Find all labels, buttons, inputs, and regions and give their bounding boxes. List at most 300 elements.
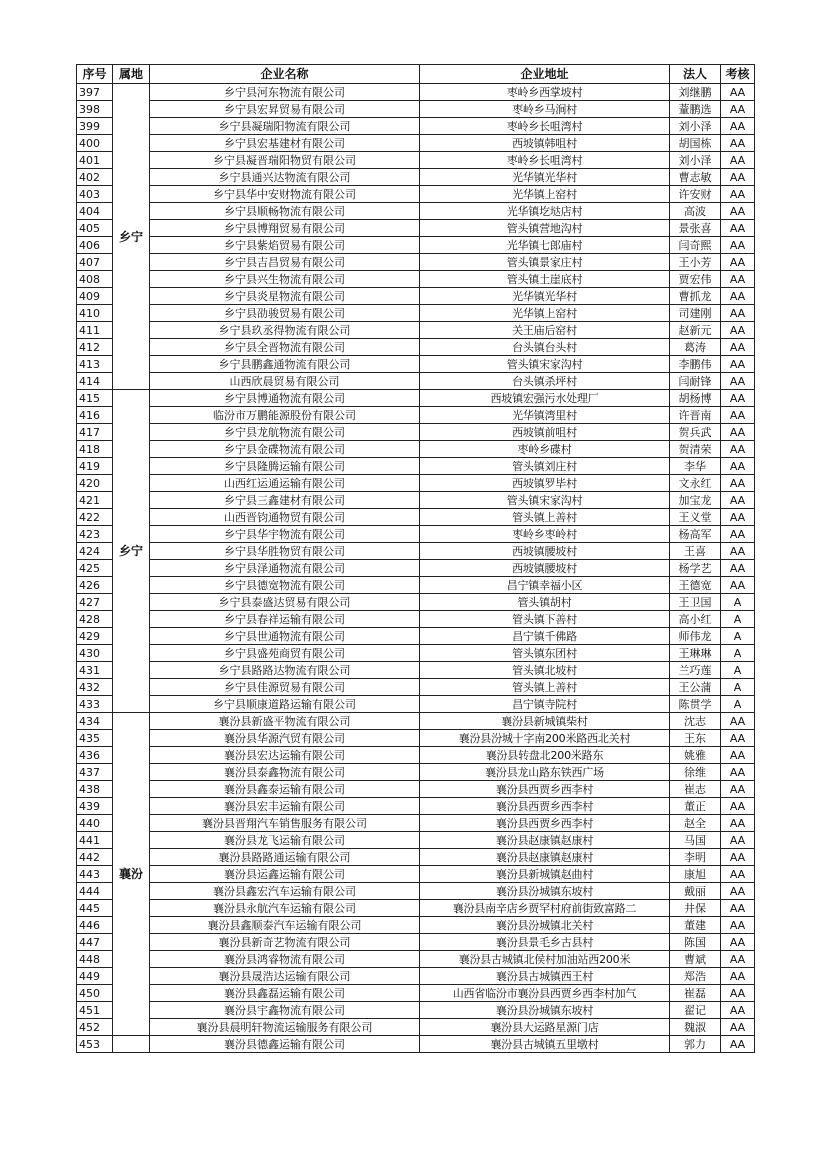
row-grade: AA <box>721 883 755 900</box>
row-legal-person: 康旭 <box>670 866 721 883</box>
row-company-name: 乡宁县泽通物流有限公司 <box>150 560 420 577</box>
row-legal-person: 蕫鹏选 <box>670 101 721 118</box>
row-seq: 406 <box>77 237 113 254</box>
table-row <box>77 424 755 441</box>
table-row <box>77 628 755 645</box>
row-seq: 399 <box>77 118 113 135</box>
row-grade: AA <box>721 492 755 509</box>
row-company-name: 襄汾县泰鑫物流有限公司 <box>150 764 420 781</box>
row-grade: AA <box>721 254 755 271</box>
row-company-name: 襄汾县晋翔汽车销售服务有限公司 <box>150 815 420 832</box>
row-seq: 445 <box>77 900 113 917</box>
row-grade: A <box>721 628 755 645</box>
row-seq: 430 <box>77 645 113 662</box>
table-row <box>77 645 755 662</box>
table-row <box>77 152 755 169</box>
row-grade: A <box>721 679 755 696</box>
row-company-name: 乡宁县德宽物流有限公司 <box>150 577 420 594</box>
row-seq: 413 <box>77 356 113 373</box>
row-grade: AA <box>721 849 755 866</box>
row-seq: 422 <box>77 509 113 526</box>
table-row <box>77 458 755 475</box>
table-row <box>77 1019 755 1036</box>
row-company-address: 西坡镇腰坡村 <box>420 543 670 560</box>
table-row <box>77 1002 755 1019</box>
table-row <box>77 492 755 509</box>
row-company-name: 乡宁县隆腾运输有限公司 <box>150 458 420 475</box>
row-company-address: 枣岭乡马涧村 <box>420 101 670 118</box>
row-company-name: 乡宁县华宇物流有限公司 <box>150 526 420 543</box>
row-company-address: 光华镇光华村 <box>420 169 670 186</box>
table-row <box>77 900 755 917</box>
row-seq: 412 <box>77 339 113 356</box>
table-row <box>77 509 755 526</box>
table-row <box>77 254 755 271</box>
row-legal-person: 陈国 <box>670 934 721 951</box>
row-company-address: 管头镇土崖底村 <box>420 271 670 288</box>
row-company-name: 襄汾县路路通运输有限公司 <box>150 849 420 866</box>
table-row <box>77 662 755 679</box>
header-row <box>77 65 755 84</box>
row-company-name: 乡宁县紫焰贸易有限公司 <box>150 237 420 254</box>
row-company-name: 襄汾县宇鑫物流有限公司 <box>150 1002 420 1019</box>
row-legal-person: 景张喜 <box>670 220 721 237</box>
row-grade: AA <box>721 305 755 322</box>
row-legal-person: 王琳琳 <box>670 645 721 662</box>
table-row <box>77 798 755 815</box>
row-grade: AA <box>721 1002 755 1019</box>
row-company-address: 光华镇上窑村 <box>420 186 670 203</box>
row-company-name: 乡宁县博翔贸易有限公司 <box>150 220 420 237</box>
row-company-address: 襄汾县汾城镇北关村 <box>420 917 670 934</box>
row-seq: 435 <box>77 730 113 747</box>
row-grade: AA <box>721 288 755 305</box>
row-legal-person: 高波 <box>670 203 721 220</box>
row-company-name: 乡宁县吉昌贸易有限公司 <box>150 254 420 271</box>
row-grade: AA <box>721 951 755 968</box>
row-grade: AA <box>721 101 755 118</box>
row-company-name: 乡宁县全晋物流有限公司 <box>150 339 420 356</box>
row-legal-person: 崔磊 <box>670 985 721 1002</box>
header-person: 法人 <box>670 65 721 84</box>
row-seq: 414 <box>77 373 113 390</box>
row-legal-person: 刘小泽 <box>670 152 721 169</box>
row-seq: 400 <box>77 135 113 152</box>
row-company-address: 枣岭乡碟村 <box>420 441 670 458</box>
header-name: 企业名称 <box>150 65 420 84</box>
row-seq: 425 <box>77 560 113 577</box>
row-grade: AA <box>721 985 755 1002</box>
table-row <box>77 849 755 866</box>
row-region: 乡宁 <box>113 84 150 390</box>
row-seq: 428 <box>77 611 113 628</box>
row-company-name: 乡宁县华中安财物流有限公司 <box>150 186 420 203</box>
table-row <box>77 373 755 390</box>
row-seq: 446 <box>77 917 113 934</box>
row-seq: 403 <box>77 186 113 203</box>
row-legal-person: 董建 <box>670 917 721 934</box>
table-row <box>77 203 755 220</box>
row-legal-person: 贾宏伟 <box>670 271 721 288</box>
row-company-address: 襄汾县汾城镇东坡村 <box>420 883 670 900</box>
table-row <box>77 934 755 951</box>
table-row <box>77 118 755 135</box>
row-company-address: 襄汾县西贾乡西李村 <box>420 815 670 832</box>
row-company-name: 襄汾县鑫泰运输有限公司 <box>150 781 420 798</box>
row-company-name: 乡宁县鹏鑫通物流有限公司 <box>150 356 420 373</box>
row-legal-person: 闫耐锋 <box>670 373 721 390</box>
row-legal-person: 文永红 <box>670 475 721 492</box>
row-company-address: 管头镇宋家沟村 <box>420 492 670 509</box>
row-grade: AA <box>721 322 755 339</box>
row-company-address: 枣岭乡长咀湾村 <box>420 118 670 135</box>
row-company-name: 乡宁县宏基建材有限公司 <box>150 135 420 152</box>
table-row <box>77 543 755 560</box>
table-row <box>77 441 755 458</box>
row-grade: AA <box>721 373 755 390</box>
header-address: 企业地址 <box>420 65 670 84</box>
row-grade: AA <box>721 815 755 832</box>
row-company-name: 襄汾县德鑫运输有限公司 <box>150 1036 420 1053</box>
row-company-name: 乡宁县炎星物流有限公司 <box>150 288 420 305</box>
row-legal-person: 司建刚 <box>670 305 721 322</box>
table-row <box>77 390 755 407</box>
row-seq: 426 <box>77 577 113 594</box>
row-legal-person: 曹志敏 <box>670 169 721 186</box>
row-company-address: 光华镇七郎庙村 <box>420 237 670 254</box>
row-seq: 448 <box>77 951 113 968</box>
row-seq: 408 <box>77 271 113 288</box>
row-seq: 416 <box>77 407 113 424</box>
table-row <box>77 951 755 968</box>
row-company-name: 襄汾县晟浩达运输有限公司 <box>150 968 420 985</box>
row-company-address: 西坡镇韩咀村 <box>420 135 670 152</box>
row-grade: AA <box>721 339 755 356</box>
row-region: 襄汾 <box>113 713 150 1036</box>
row-seq: 418 <box>77 441 113 458</box>
row-legal-person: 闫奇熙 <box>670 237 721 254</box>
row-company-address: 枣岭乡长咀湾村 <box>420 152 670 169</box>
row-company-address: 昌宁镇寺院村 <box>420 696 670 713</box>
row-seq: 452 <box>77 1019 113 1036</box>
row-grade: A <box>721 662 755 679</box>
row-grade: AA <box>721 509 755 526</box>
row-legal-person: 师伟龙 <box>670 628 721 645</box>
row-seq: 401 <box>77 152 113 169</box>
row-company-name: 乡宁县华胜物贸有限公司 <box>150 543 420 560</box>
row-company-name: 乡宁县顺畅物流有限公司 <box>150 203 420 220</box>
row-grade: AA <box>721 458 755 475</box>
row-company-address: 光华镇光华村 <box>420 288 670 305</box>
row-seq: 407 <box>77 254 113 271</box>
row-company-address: 襄汾县景毛乡古县村 <box>420 934 670 951</box>
row-legal-person: 井保 <box>670 900 721 917</box>
row-legal-person: 李明 <box>670 849 721 866</box>
row-company-address: 西坡镇罗毕村 <box>420 475 670 492</box>
row-company-name: 乡宁县泰盛达贸易有限公司 <box>150 594 420 611</box>
row-grade: AA <box>721 764 755 781</box>
row-grade: AA <box>721 441 755 458</box>
table-row <box>77 169 755 186</box>
row-grade: AA <box>721 237 755 254</box>
row-company-address: 襄汾县古城镇西王村 <box>420 968 670 985</box>
row-legal-person: 胡杨博 <box>670 390 721 407</box>
row-seq: 427 <box>77 594 113 611</box>
row-legal-person: 赵新元 <box>670 322 721 339</box>
row-company-name: 乡宁县龙航物流有限公司 <box>150 424 420 441</box>
row-grade: AA <box>721 407 755 424</box>
row-company-address: 襄汾县南辛店乡贾罕村府前街致富路二 <box>420 900 670 917</box>
row-company-address: 襄汾县赵康镇赵康村 <box>420 849 670 866</box>
row-seq: 415 <box>77 390 113 407</box>
table-row <box>77 560 755 577</box>
row-grade: AA <box>721 424 755 441</box>
row-grade: AA <box>721 356 755 373</box>
row-legal-person: 许安财 <box>670 186 721 203</box>
table-row <box>77 322 755 339</box>
row-company-address: 襄汾县转盘北200米路东 <box>420 747 670 764</box>
row-grade: AA <box>721 832 755 849</box>
row-legal-person: 姚雅 <box>670 747 721 764</box>
row-seq: 451 <box>77 1002 113 1019</box>
row-seq: 410 <box>77 305 113 322</box>
table-row <box>77 781 755 798</box>
row-company-address: 管头镇下善村 <box>420 611 670 628</box>
row-grade: AA <box>721 152 755 169</box>
row-seq: 434 <box>77 713 113 730</box>
table-row <box>77 288 755 305</box>
row-legal-person: 徐维 <box>670 764 721 781</box>
row-company-address: 枣岭乡枣岭村 <box>420 526 670 543</box>
header-region: 属地 <box>113 65 150 84</box>
row-grade: AA <box>721 475 755 492</box>
row-company-name: 襄汾县永航汽车运输有限公司 <box>150 900 420 917</box>
row-company-address: 管头镇宋家沟村 <box>420 356 670 373</box>
row-seq: 431 <box>77 662 113 679</box>
table-body <box>77 84 755 1053</box>
row-legal-person: 翟记 <box>670 1002 721 1019</box>
table-row <box>77 917 755 934</box>
row-legal-person: 李鹏伟 <box>670 356 721 373</box>
row-company-name: 襄汾县鸿睿物流有限公司 <box>150 951 420 968</box>
row-company-name: 乡宁县宏昇贸易有限公司 <box>150 101 420 118</box>
row-company-name: 襄汾县鑫磊运输有限公司 <box>150 985 420 1002</box>
row-company-name: 乡宁县劭骏贸易有限公司 <box>150 305 420 322</box>
table-row <box>77 407 755 424</box>
row-legal-person: 董正 <box>670 798 721 815</box>
row-seq: 409 <box>77 288 113 305</box>
header-grade: 考核 <box>721 65 755 84</box>
row-grade: AA <box>721 781 755 798</box>
row-legal-person: 王喜 <box>670 543 721 560</box>
row-seq: 438 <box>77 781 113 798</box>
row-grade: AA <box>721 730 755 747</box>
table-row <box>77 747 755 764</box>
row-legal-person: 王东 <box>670 730 721 747</box>
row-legal-person: 沈志 <box>670 713 721 730</box>
row-company-address: 管头镇胡村 <box>420 594 670 611</box>
row-company-address: 西坡镇腰坡村 <box>420 560 670 577</box>
row-company-address: 襄汾县龙山路东铁西广场 <box>420 764 670 781</box>
row-company-address: 昌宁镇千佛路 <box>420 628 670 645</box>
row-seq: 436 <box>77 747 113 764</box>
row-seq: 423 <box>77 526 113 543</box>
row-grade: AA <box>721 968 755 985</box>
table-row <box>77 815 755 832</box>
table-row <box>77 356 755 373</box>
row-seq: 404 <box>77 203 113 220</box>
row-company-address: 管头镇景家庄村 <box>420 254 670 271</box>
row-company-address: 管头镇营地沟村 <box>420 220 670 237</box>
row-seq: 444 <box>77 883 113 900</box>
row-company-name: 山西欣晨贸易有限公司 <box>150 373 420 390</box>
row-company-address: 西坡镇前咀村 <box>420 424 670 441</box>
row-grade: AA <box>721 203 755 220</box>
row-grade: AA <box>721 186 755 203</box>
row-grade: A <box>721 611 755 628</box>
row-legal-person: 李华 <box>670 458 721 475</box>
row-company-address: 襄汾县古城镇五里墩村 <box>420 1036 670 1053</box>
row-legal-person: 王德宽 <box>670 577 721 594</box>
row-seq: 441 <box>77 832 113 849</box>
table-row <box>77 526 755 543</box>
row-company-name: 乡宁县路路达物流有限公司 <box>150 662 420 679</box>
row-region: 乡宁 <box>113 390 150 713</box>
row-legal-person: 王义堂 <box>670 509 721 526</box>
row-seq: 402 <box>77 169 113 186</box>
row-company-name: 乡宁县兴生物流有限公司 <box>150 271 420 288</box>
row-seq: 420 <box>77 475 113 492</box>
row-company-name: 襄汾县鑫宏汽车运输有限公司 <box>150 883 420 900</box>
row-company-name: 乡宁县顺康道路运输有限公司 <box>150 696 420 713</box>
row-legal-person: 郑浩 <box>670 968 721 985</box>
row-grade: A <box>721 594 755 611</box>
row-seq: 437 <box>77 764 113 781</box>
row-company-name: 乡宁县三鑫建材有限公司 <box>150 492 420 509</box>
row-company-name: 襄汾县新奇艺物流有限公司 <box>150 934 420 951</box>
table-row <box>77 135 755 152</box>
table-row <box>77 84 755 101</box>
row-legal-person: 马国 <box>670 832 721 849</box>
row-seq: 432 <box>77 679 113 696</box>
table-row <box>77 611 755 628</box>
row-company-name: 乡宁县玖丞得物流有限公司 <box>150 322 420 339</box>
row-legal-person: 加宝龙 <box>670 492 721 509</box>
row-grade: AA <box>721 135 755 152</box>
row-company-address: 襄汾县古城镇北侯村加油站西200米 <box>420 951 670 968</box>
row-seq: 417 <box>77 424 113 441</box>
row-grade: AA <box>721 390 755 407</box>
table-row <box>77 713 755 730</box>
table-row <box>77 237 755 254</box>
row-company-name: 乡宁县凝晋瑞阳物贸有限公司 <box>150 152 420 169</box>
row-legal-person: 葛涛 <box>670 339 721 356</box>
row-seq: 424 <box>77 543 113 560</box>
row-seq: 398 <box>77 101 113 118</box>
row-seq: 397 <box>77 84 113 101</box>
row-company-address: 襄汾县新城镇赵曲村 <box>420 866 670 883</box>
row-legal-person: 胡国栋 <box>670 135 721 152</box>
table-row <box>77 594 755 611</box>
row-company-name: 乡宁县佳源贸易有限公司 <box>150 679 420 696</box>
row-company-address: 枣岭乡西掌坡村 <box>420 84 670 101</box>
row-seq: 419 <box>77 458 113 475</box>
row-seq: 429 <box>77 628 113 645</box>
row-seq: 450 <box>77 985 113 1002</box>
row-company-address: 襄汾县大运路星源门店 <box>420 1019 670 1036</box>
row-legal-person: 郭力 <box>670 1036 721 1053</box>
row-company-address: 山西省临汾市襄汾县西贾乡西李村加气 <box>420 985 670 1002</box>
row-grade: AA <box>721 747 755 764</box>
row-company-name: 山西红运通运输有限公司 <box>150 475 420 492</box>
table-row <box>77 339 755 356</box>
row-company-address: 管头镇上善村 <box>420 509 670 526</box>
row-company-address: 襄汾县汾城十字南200米路西北关村 <box>420 730 670 747</box>
table-row <box>77 101 755 118</box>
row-seq: 421 <box>77 492 113 509</box>
row-company-address: 管头镇刘庄村 <box>420 458 670 475</box>
table-row <box>77 220 755 237</box>
table-row <box>77 577 755 594</box>
table-row <box>77 696 755 713</box>
row-grade: AA <box>721 220 755 237</box>
row-legal-person: 刘继鹏 <box>670 84 721 101</box>
table-row <box>77 985 755 1002</box>
row-legal-person: 曹抓龙 <box>670 288 721 305</box>
row-region <box>113 1036 150 1053</box>
row-company-name: 襄汾县龙飞运输有限公司 <box>150 832 420 849</box>
row-company-name: 乡宁县金碟物流有限公司 <box>150 441 420 458</box>
row-company-name: 乡宁县河东物流有限公司 <box>150 84 420 101</box>
row-company-name: 襄汾县华源汽贸有限公司 <box>150 730 420 747</box>
row-grade: AA <box>721 118 755 135</box>
row-company-name: 山西晋钧通物贸有限公司 <box>150 509 420 526</box>
row-company-name: 乡宁县博通物流有限公司 <box>150 390 420 407</box>
row-legal-person: 陈贯学 <box>670 696 721 713</box>
row-company-address: 光华镇湾里村 <box>420 407 670 424</box>
row-legal-person: 王卫国 <box>670 594 721 611</box>
row-company-name: 乡宁县凝瑞阳物流有限公司 <box>150 118 420 135</box>
row-seq: 433 <box>77 696 113 713</box>
row-grade: AA <box>721 169 755 186</box>
row-legal-person: 贺兵武 <box>670 424 721 441</box>
row-seq: 411 <box>77 322 113 339</box>
row-company-name: 襄汾县鑫顺泰汽车运输有限公司 <box>150 917 420 934</box>
row-legal-person: 贺清荣 <box>670 441 721 458</box>
row-grade: AA <box>721 900 755 917</box>
row-company-address: 管头镇北坡村 <box>420 662 670 679</box>
row-legal-person: 王小芳 <box>670 254 721 271</box>
row-company-address: 襄汾县汾城镇东坡村 <box>420 1002 670 1019</box>
row-legal-person: 杨高军 <box>670 526 721 543</box>
row-legal-person: 王公蒲 <box>670 679 721 696</box>
row-seq: 453 <box>77 1036 113 1053</box>
row-company-name: 襄汾县宏达运输有限公司 <box>150 747 420 764</box>
row-company-address: 襄汾县西贾乡西李村 <box>420 781 670 798</box>
table-row <box>77 305 755 322</box>
table-row <box>77 968 755 985</box>
row-grade: A <box>721 645 755 662</box>
row-company-address: 关王庙后窑村 <box>420 322 670 339</box>
row-seq: 443 <box>77 866 113 883</box>
table-row <box>77 475 755 492</box>
row-legal-person: 兰巧莲 <box>670 662 721 679</box>
row-company-name: 襄汾县运鑫运输有限公司 <box>150 866 420 883</box>
row-company-name: 临汾市万鹏能源股份有限公司 <box>150 407 420 424</box>
table-row <box>77 730 755 747</box>
table-row <box>77 866 755 883</box>
row-seq: 442 <box>77 849 113 866</box>
